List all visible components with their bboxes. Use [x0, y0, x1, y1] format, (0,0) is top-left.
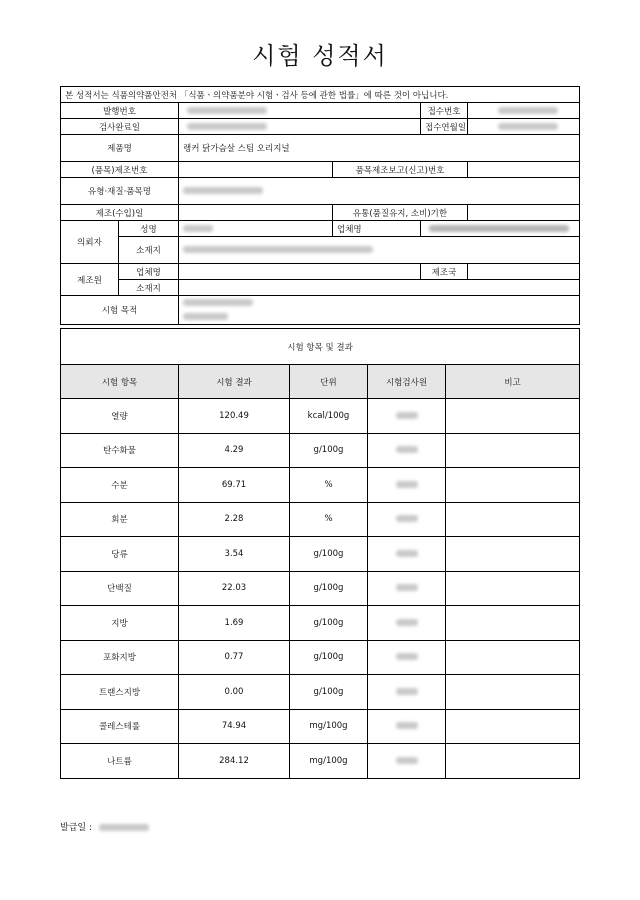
mfg-address-value [179, 280, 580, 296]
result-item: 회분 [61, 502, 179, 537]
info-table [60, 86, 580, 325]
results-section-title: 시험 항목 및 결과 [61, 329, 580, 365]
result-remarks [446, 571, 580, 606]
requester-name-value [179, 221, 333, 237]
receipt-date-value [468, 119, 580, 135]
result-remarks [446, 399, 580, 434]
result-value: 22.03 [179, 571, 290, 606]
receipt-no-label: 접수번호 [421, 103, 468, 119]
result-item: 당류 [61, 537, 179, 572]
result-unit: g/100g [290, 640, 368, 675]
result-remarks [446, 709, 580, 744]
mfg-date-value [179, 205, 333, 221]
type-material-label: 유형·재질·품목명 [61, 178, 179, 205]
issue-no-label: 발행번호 [61, 103, 179, 119]
product-mfg-no-label: (품목)제조번호 [61, 162, 179, 178]
result-inspector [368, 675, 446, 710]
table-row [61, 399, 580, 434]
table-row [61, 709, 580, 744]
requester-company-label: 업체명 [333, 221, 421, 237]
result-inspector [368, 399, 446, 434]
product-name-label: 제품명 [61, 135, 179, 162]
result-item: 단백질 [61, 571, 179, 606]
product-report-no-label: 품목제조보고(신고)번호 [333, 162, 468, 178]
result-unit: g/100g [290, 571, 368, 606]
table-row [61, 537, 580, 572]
result-inspector [368, 468, 446, 503]
product-report-no-value [468, 162, 580, 178]
result-value: 74.94 [179, 709, 290, 744]
result-item: 열량 [61, 399, 179, 434]
result-remarks [446, 675, 580, 710]
result-inspector [368, 744, 446, 779]
header-item: 시험 항목 [61, 365, 179, 399]
header-unit: 단위 [290, 365, 368, 399]
header-result: 시험 결과 [179, 365, 290, 399]
result-value: 69.71 [179, 468, 290, 503]
purpose-label: 시험 목적 [61, 296, 179, 325]
receipt-no-value [468, 103, 580, 119]
result-value: 4.29 [179, 433, 290, 468]
type-material-value [179, 178, 580, 205]
result-remarks [446, 502, 580, 537]
table-row [61, 433, 580, 468]
result-value: 2.28 [179, 502, 290, 537]
result-value: 284.12 [179, 744, 290, 779]
header-inspector: 시험검사원 [368, 365, 446, 399]
manufacturer-label: 제조원 [61, 264, 119, 296]
result-remarks [446, 468, 580, 503]
result-item: 콜레스테롤 [61, 709, 179, 744]
mfg-address-label: 소재지 [119, 280, 179, 296]
header-remarks: 비고 [446, 365, 580, 399]
notice-text: 본 성적서는 식품의약품안전처 「식품ㆍ의약품분야 시험ㆍ검사 등에 관한 법률」에 따른 것이 아닙니다. [61, 87, 580, 103]
result-inspector [368, 640, 446, 675]
result-item: 지방 [61, 606, 179, 641]
result-inspector [368, 709, 446, 744]
document-title: 시험 성적서 [252, 42, 388, 70]
result-remarks [446, 640, 580, 675]
result-unit: g/100g [290, 606, 368, 641]
result-remarks [446, 744, 580, 779]
issue-date [60, 820, 149, 833]
result-item: 탄수화물 [61, 433, 179, 468]
result-value: 0.77 [179, 640, 290, 675]
result-value: 1.69 [179, 606, 290, 641]
product-mfg-no-value [179, 162, 333, 178]
mfg-company-value [179, 264, 421, 280]
issue-no-value [179, 103, 421, 119]
result-item: 나트륨 [61, 744, 179, 779]
result-inspector [368, 502, 446, 537]
test-done-date-label: 검사완료일 [61, 119, 179, 135]
result-unit: kcal/100g [290, 399, 368, 434]
result-item: 트랜스지방 [61, 675, 179, 710]
issue-date-value [99, 824, 149, 831]
result-item: 포화지방 [61, 640, 179, 675]
result-unit: g/100g [290, 537, 368, 572]
table-row [61, 468, 580, 503]
results-header-row [61, 365, 580, 399]
result-remarks [446, 606, 580, 641]
result-inspector [368, 606, 446, 641]
result-remarks [446, 537, 580, 572]
requester-name-label: 성명 [119, 221, 179, 237]
result-value: 120.49 [179, 399, 290, 434]
purpose-value [179, 296, 580, 325]
mfg-country-label: 제조국 [421, 264, 468, 280]
receipt-date-label: 접수연월일 [421, 119, 468, 135]
result-unit: g/100g [290, 433, 368, 468]
issue-date-label: 발급일 : [60, 823, 92, 833]
result-value: 0.00 [179, 675, 290, 710]
result-item: 수분 [61, 468, 179, 503]
table-row [61, 502, 580, 537]
results-table [60, 328, 580, 779]
table-row [61, 606, 580, 641]
result-value: 3.54 [179, 537, 290, 572]
mfg-company-label: 업체명 [119, 264, 179, 280]
expiry-label: 유통(품질유지, 소비)기한 [333, 205, 468, 221]
test-done-date-value [179, 119, 421, 135]
table-row [61, 675, 580, 710]
info-section [60, 86, 579, 325]
mfg-country-value [468, 264, 580, 280]
requester-address-label: 소재지 [119, 237, 179, 264]
result-unit: mg/100g [290, 744, 368, 779]
table-row [61, 744, 580, 779]
requester-address-value [179, 237, 580, 264]
results-section [60, 328, 579, 779]
result-remarks [446, 433, 580, 468]
mfg-date-label: 제조(수입)일 [61, 205, 179, 221]
result-unit: mg/100g [290, 709, 368, 744]
requester-company-value [421, 221, 580, 237]
requester-label: 의뢰자 [61, 221, 119, 264]
result-unit: g/100g [290, 675, 368, 710]
result-inspector [368, 433, 446, 468]
product-name-value: 랭커 닭가슴살 스팀 오리지널 [179, 135, 580, 162]
result-unit: % [290, 502, 368, 537]
result-inspector [368, 537, 446, 572]
table-row [61, 640, 580, 675]
table-row [61, 571, 580, 606]
expiry-value [468, 205, 580, 221]
result-inspector [368, 571, 446, 606]
result-unit: % [290, 468, 368, 503]
